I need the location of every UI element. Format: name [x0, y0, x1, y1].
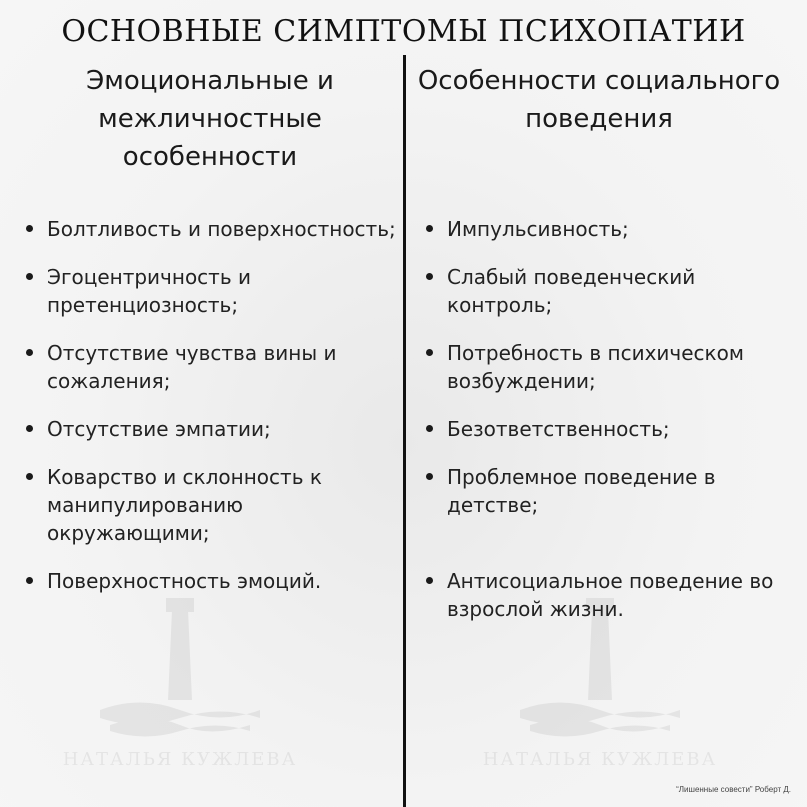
- list-item-text: Проблемное поведение в детстве;: [447, 465, 716, 517]
- list-item-text: Коварство и склонность к манипулированию окружающими;: [47, 465, 322, 545]
- bullet-icon: [426, 577, 433, 584]
- list-item: [424, 567, 796, 623]
- watermark-name: НАТАЛЬЯ КУЖЛЕВА: [62, 749, 298, 770]
- list-item: [24, 463, 396, 547]
- source-credit: “Лишенные совести” Роберт Д.: [676, 785, 791, 794]
- list-item: [24, 263, 396, 319]
- bullet-icon: [426, 425, 433, 432]
- bullet-icon: [426, 349, 433, 356]
- lighthouse-watermark-icon: [60, 590, 300, 770]
- list-item-text: Слабый поведенческий контроль;: [447, 265, 696, 317]
- list-item-text: Отсутствие чувства вины и сожаления;: [47, 341, 337, 393]
- list-item: [424, 415, 796, 443]
- column-divider: [403, 55, 406, 807]
- list-item: [424, 263, 796, 319]
- list-item: [24, 567, 396, 595]
- bullet-icon: [26, 577, 33, 584]
- list-item-text: Потребность в психическом возбуждении;: [447, 341, 744, 393]
- list-item-text: Безответственность;: [447, 417, 670, 441]
- list-item-text: Поверхностность эмоций.: [47, 569, 322, 593]
- bullet-icon: [426, 273, 433, 280]
- list-item-text: Импульсивность;: [447, 217, 629, 241]
- list-item-text: Отсутствие эмпатии;: [47, 417, 271, 441]
- list-item: [424, 339, 796, 395]
- list-item: [424, 215, 796, 243]
- list-item-text: Антисоциальное поведение во взрослой жизни.: [447, 569, 774, 621]
- bullet-icon: [26, 273, 33, 280]
- list-item: [24, 215, 396, 243]
- bullet-icon: [26, 225, 33, 232]
- right-column-heading: Особенности социального поведения: [417, 66, 781, 134]
- bullet-icon: [26, 473, 33, 480]
- watermark-name: НАТАЛЬЯ КУЖЛЕВА: [482, 749, 718, 770]
- bullet-icon: [426, 225, 433, 232]
- bullet-icon: [26, 425, 33, 432]
- list-item: [424, 463, 796, 519]
- list-item-text: Болтливость и поверхностность;: [47, 217, 396, 241]
- list-item: [24, 339, 396, 395]
- bullet-icon: [426, 473, 433, 480]
- list-item-text: Эгоцентричность и претенциозность;: [47, 265, 251, 317]
- bullet-icon: [26, 349, 33, 356]
- page-title: ОСНОВНЫЕ СИМПТОМЫ ПСИХОПАТИИ: [61, 14, 746, 49]
- list-item: [24, 415, 396, 443]
- left-column-heading: Эмоциональные и межличностные особенности: [86, 66, 334, 172]
